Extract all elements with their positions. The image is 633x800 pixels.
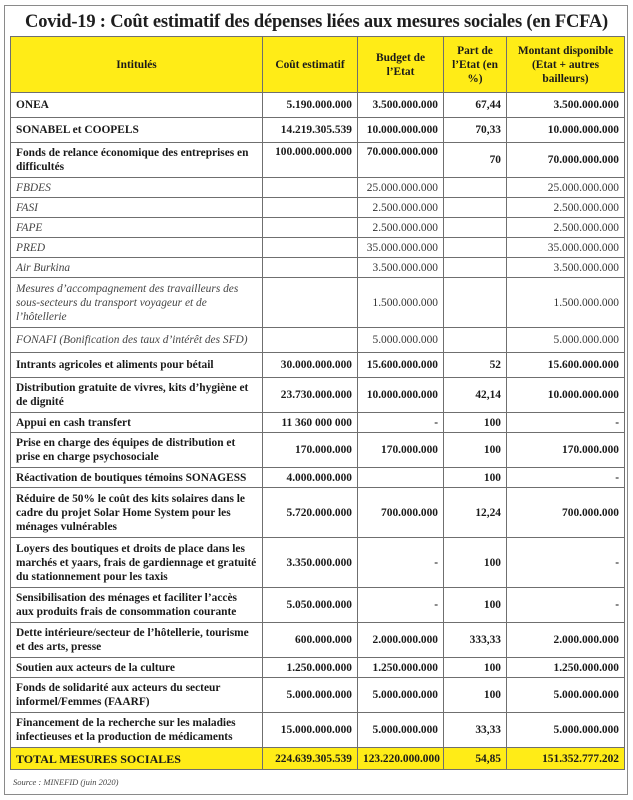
cell-budget: 1.500.000.000 xyxy=(358,278,444,328)
table-row xyxy=(11,378,625,413)
table-row xyxy=(11,413,625,433)
cell-cost: 100.000.000.000 xyxy=(263,143,358,178)
cell-budget: 170.000.000 xyxy=(358,433,444,468)
total-label: TOTAL MESURES SOCIALES xyxy=(11,748,263,770)
row-label: ONEA xyxy=(11,93,263,118)
cell-share: 100 xyxy=(444,658,507,678)
cell-budget: 10.000.000.000 xyxy=(358,378,444,413)
cell-cost: 14.219.305.539 xyxy=(263,118,358,143)
cell-budget: 3.500.000.000 xyxy=(358,93,444,118)
cell-budget: 2.500.000.000 xyxy=(358,218,444,238)
row-label: Soutien aux acteurs de la culture xyxy=(11,658,263,678)
table-row xyxy=(11,658,625,678)
row-label: Prise en charge des équipes de distribution et prise en charge psychosociale xyxy=(11,433,263,468)
row-label: FASI xyxy=(11,198,263,218)
cell-share: 100 xyxy=(444,413,507,433)
cell-budget: - xyxy=(358,413,444,433)
total-row xyxy=(11,748,625,770)
total-cost: 224.639.305.539 xyxy=(263,748,358,770)
cell-share: 100 xyxy=(444,468,507,488)
row-label: Appui en cash transfert xyxy=(11,413,263,433)
cell-budget xyxy=(358,468,444,488)
cell-share: 52 xyxy=(444,353,507,378)
table-row xyxy=(11,198,625,218)
cell-available: - xyxy=(507,413,625,433)
row-label: Sensibilisation des ménages et faciliter l’accès aux produits frais de consommation courante xyxy=(11,588,263,623)
row-label: PRED xyxy=(11,238,263,258)
cell-budget: 35.000.000.000 xyxy=(358,238,444,258)
cell-cost: 11 360 000 000 xyxy=(263,413,358,433)
cell-budget: 10.000.000.000 xyxy=(358,118,444,143)
cell-share: 12,24 xyxy=(444,488,507,538)
table-row xyxy=(11,93,625,118)
cell-cost: 600.000.000 xyxy=(263,623,358,658)
cell-share: 70,33 xyxy=(444,118,507,143)
cell-share: 100 xyxy=(444,538,507,588)
row-label: Mesures d’accompagnement des travailleurs des sous-secteurs du transport voyageur et de l’hôtellerie xyxy=(11,278,263,328)
cell-budget: 5.000.000.000 xyxy=(358,713,444,748)
cell-share: 100 xyxy=(444,588,507,623)
cell-cost: 5.050.000.000 xyxy=(263,588,358,623)
cell-cost xyxy=(263,178,358,198)
cell-available: - xyxy=(507,468,625,488)
cell-available: 15.600.000.000 xyxy=(507,353,625,378)
source-note: Source : MINEFID (juin 2020) xyxy=(13,777,119,787)
cell-cost: 5.190.000.000 xyxy=(263,93,358,118)
cell-share: 100 xyxy=(444,678,507,713)
table-row xyxy=(11,488,625,538)
cell-budget: 5.000.000.000 xyxy=(358,328,444,353)
header-budget-etat: Budget de l’Etat xyxy=(358,37,444,93)
header-intitules: Intitulés xyxy=(11,37,263,93)
table-row xyxy=(11,258,625,278)
cell-budget: 1.250.000.000 xyxy=(358,658,444,678)
cell-share xyxy=(444,328,507,353)
cell-share: 67,44 xyxy=(444,93,507,118)
row-label: Fonds de solidarité aux acteurs du secteur informel/Femmes (FAARF) xyxy=(11,678,263,713)
row-label: Loyers des boutiques et droits de place dans les marchés et yaars, frais de gardiennage et gratuité du stationnement pour les taxis xyxy=(11,538,263,588)
cell-available: 70.000.000.000 xyxy=(507,143,625,178)
table-row xyxy=(11,433,625,468)
cell-cost: 5.720.000.000 xyxy=(263,488,358,538)
row-label: Intrants agricoles et aliments pour bétail xyxy=(11,353,263,378)
cell-available: 3.500.000.000 xyxy=(507,93,625,118)
table-row xyxy=(11,713,625,748)
cell-cost xyxy=(263,278,358,328)
row-label: Réactivation de boutiques témoins SONAGESS xyxy=(11,468,263,488)
row-label: Dette intérieure/secteur de l’hôtellerie, tourisme et des arts, presse xyxy=(11,623,263,658)
cell-share xyxy=(444,218,507,238)
cell-cost xyxy=(263,238,358,258)
cell-cost: 23.730.000.000 xyxy=(263,378,358,413)
cell-available: 35.000.000.000 xyxy=(507,238,625,258)
table-row xyxy=(11,353,625,378)
cell-available: 3.500.000.000 xyxy=(507,258,625,278)
cell-available: 5.000.000.000 xyxy=(507,678,625,713)
cell-cost xyxy=(263,328,358,353)
cell-budget: 25.000.000.000 xyxy=(358,178,444,198)
cell-available: 25.000.000.000 xyxy=(507,178,625,198)
social-measures-table xyxy=(10,36,625,770)
table-row xyxy=(11,468,625,488)
cell-available: - xyxy=(507,538,625,588)
cell-cost: 30.000.000.000 xyxy=(263,353,358,378)
row-label: SONABEL et COOPELS xyxy=(11,118,263,143)
cell-share: 33,33 xyxy=(444,713,507,748)
table-row xyxy=(11,118,625,143)
cell-cost: 170.000.000 xyxy=(263,433,358,468)
cell-available: 10.000.000.000 xyxy=(507,118,625,143)
cell-available: 1.500.000.000 xyxy=(507,278,625,328)
table-row xyxy=(11,143,625,178)
cell-share xyxy=(444,278,507,328)
row-label: Financement de la recherche sur les maladies infectieuses et la production de médicaments xyxy=(11,713,263,748)
cell-budget: 70.000.000.000 xyxy=(358,143,444,178)
table-row xyxy=(11,623,625,658)
row-label: Distribution gratuite de vivres, kits d’hygiène et de dignité xyxy=(11,378,263,413)
cell-cost: 15.000.000.000 xyxy=(263,713,358,748)
header-part-etat: Part de l’Etat (en %) xyxy=(444,37,507,93)
cell-share: 333,33 xyxy=(444,623,507,658)
cell-share xyxy=(444,178,507,198)
cell-available: - xyxy=(507,588,625,623)
cell-available: 700.000.000 xyxy=(507,488,625,538)
cell-budget: - xyxy=(358,538,444,588)
cell-cost: 5.000.000.000 xyxy=(263,678,358,713)
header-montant-disponible: Montant disponible (Etat + autres bailleurs) xyxy=(507,37,625,93)
header-cout-estimatif: Coût estimatif xyxy=(263,37,358,93)
table-row xyxy=(11,678,625,713)
cell-budget: 5.000.000.000 xyxy=(358,678,444,713)
cell-share xyxy=(444,198,507,218)
table-row xyxy=(11,278,625,328)
cell-available: 2.500.000.000 xyxy=(507,218,625,238)
cell-available: 5.000.000.000 xyxy=(507,713,625,748)
cell-budget: 2.000.000.000 xyxy=(358,623,444,658)
row-label: Air Burkina xyxy=(11,258,263,278)
table-row xyxy=(11,178,625,198)
row-label: FONAFI (Bonification des taux d’intérêt des SFD) xyxy=(11,328,263,353)
cell-budget: 15.600.000.000 xyxy=(358,353,444,378)
table-header-row xyxy=(11,37,625,93)
cell-available: 2.500.000.000 xyxy=(507,198,625,218)
table-row xyxy=(11,588,625,623)
cell-budget: 2.500.000.000 xyxy=(358,198,444,218)
cell-cost: 1.250.000.000 xyxy=(263,658,358,678)
cell-cost xyxy=(263,258,358,278)
cell-available: 5.000.000.000 xyxy=(507,328,625,353)
cell-cost: 3.350.000.000 xyxy=(263,538,358,588)
table-row xyxy=(11,538,625,588)
cell-budget: 700.000.000 xyxy=(358,488,444,538)
cell-available: 10.000.000.000 xyxy=(507,378,625,413)
row-label: FAPE xyxy=(11,218,263,238)
total-share: 54,85 xyxy=(444,748,507,770)
cell-cost xyxy=(263,218,358,238)
cell-budget: 3.500.000.000 xyxy=(358,258,444,278)
cell-share: 100 xyxy=(444,433,507,468)
row-label: FBDES xyxy=(11,178,263,198)
table-row xyxy=(11,238,625,258)
table-row xyxy=(11,328,625,353)
cell-share xyxy=(444,238,507,258)
cell-available: 170.000.000 xyxy=(507,433,625,468)
cell-share: 70 xyxy=(444,143,507,178)
table-row xyxy=(11,218,625,238)
total-budget: 123.220.000.000 xyxy=(358,748,444,770)
cell-cost: 4.000.000.000 xyxy=(263,468,358,488)
row-label: Réduire de 50% le coût des kits solaires dans le cadre du projet Solar Home System pour les ménages vulnérables xyxy=(11,488,263,538)
cell-share xyxy=(444,258,507,278)
cell-budget: - xyxy=(358,588,444,623)
cell-available: 2.000.000.000 xyxy=(507,623,625,658)
cell-share: 42,14 xyxy=(444,378,507,413)
cell-cost xyxy=(263,198,358,218)
cell-available: 1.250.000.000 xyxy=(507,658,625,678)
row-label: Fonds de relance économique des entreprises en difficultés xyxy=(11,143,263,178)
page-title: Covid-19 : Coût estimatif des dépenses liées aux mesures sociales (en FCFA) xyxy=(25,12,608,32)
total-available: 151.352.777.202 xyxy=(507,748,625,770)
